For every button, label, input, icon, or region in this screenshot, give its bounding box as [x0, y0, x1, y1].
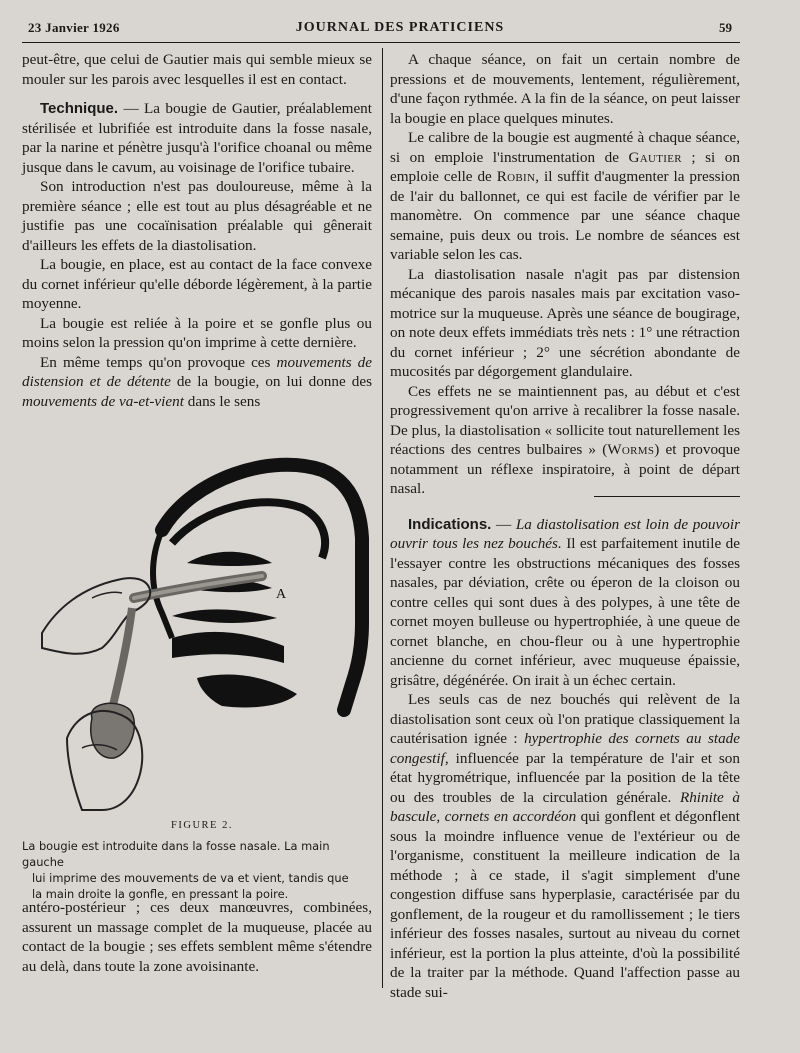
text: ) et provoque notamment un réflexe inspiratoire, à point de départ nasal. — [390, 441, 740, 497]
text: En même temps qu'on provoque ces — [40, 353, 277, 371]
paragraph: La diastolisation nasale n'agit pas par distension mécanique des parois nasales mais par excitation vaso-motrice sur la muqueuse. Après une séance de bougirage, on note deux effets immédiats très nets : 1° une rétraction du cornet inférieur ; 2° une sécrétion abondante de mucosités par dégorgement glandulaire. — [390, 265, 740, 380]
italic-text: La diastolisation est loin de pouvoir ouvrir tous les nez bouchés. — [390, 515, 740, 552]
section-heading-indications: Indications. — [408, 515, 492, 533]
text: influencée par la température de l'air et son état hygrométrique, influencée par la position de la tête ou des troubles de la circulation générale. — [390, 749, 740, 806]
page-number: 59 — [719, 20, 732, 35]
paragraph: A chaque séance, on fait un certain nombre de pressions et de mouvements, lentement, régulièrement, d'une façon rythmée. A la fin de la séance, on peut laisser la bougie en place quelques minutes. — [390, 51, 740, 127]
text: Ces effets ne se maintiennent pas, au début et c'est progressivement qu'on arrive à recalibrer la fosse nasale. De plus, la diastolisation « sollicite tout naturellement les réactions des centres bulbaires » ( — [390, 382, 740, 458]
text: , il suffit d'augmenter la pression de l'air du ballonnet, ce qui est facile de vérifier par le manomètre. On commence par une séance chaque semaine, puis deux ou trois. Le nombre de séances est variable selon les cas. — [390, 168, 741, 263]
text: de la bougie, on lui donne des — [170, 373, 372, 390]
italic-text: Rhinite à bascule, cornets en accordéon — [390, 788, 740, 825]
paragraph: La bougie, en place, est au contact de la face convexe du cornet inférieur qu'elle déborde légèrement, à la partie moyenne. — [22, 256, 372, 312]
paragraph — [390, 515, 740, 691]
author-name: Worms — [607, 441, 655, 458]
text: Le calibre de la bougie est augmenté à chaque séance, si on emploie l'instrumentation de — [390, 129, 740, 166]
italic-text: mouvements de distension et de détente — [22, 353, 373, 390]
right-column — [390, 50, 740, 1002]
paragraph-text: — La bougie de Gautier, préalablement stérilisée et lubrifiée est introduite dans la fosse nasale, par la narine et pénètre jusqu'à l'orifice choanal ou même jusque dans le cavum, au voisinage de l'orifice tubaire. — [22, 100, 372, 176]
paragraph — [390, 128, 740, 265]
caption-line: La bougie est introduite dans la fosse nasale. La main gauche — [22, 839, 330, 869]
journal-title: JOURNAL DES PRATICIENS — [295, 20, 505, 35]
header-rule — [22, 42, 740, 43]
paragraph — [390, 382, 740, 499]
section-end-rule — [594, 496, 740, 497]
author-name: Robin — [496, 168, 536, 185]
text: ; si on emploie celle de — [390, 148, 740, 185]
text: dans le sens — [183, 392, 261, 410]
italic-text: mouvements de va-et-vient — [22, 392, 184, 410]
caption-line: la main droite la gonfle, en pressant la poire. — [32, 887, 289, 901]
author-name: Gautier — [628, 148, 682, 166]
paragraph — [22, 99, 372, 177]
figure-label: FIGURE 2. — [171, 820, 233, 831]
figure-illustration — [22, 448, 382, 818]
column-divider — [382, 48, 383, 988]
page-header — [0, 0, 800, 40]
nasal-bougie-illustration — [22, 448, 382, 818]
paragraph: Son introduction n'est pas douloureuse, même à la première séance ; elle est tout au plus désagréable et ne justifie pas une cocaïnisation préalable qui gênerait d'ailleurs les effets de la diastolisation. — [22, 178, 372, 254]
figure-caption — [22, 838, 374, 902]
left-column-continued — [22, 898, 372, 976]
paragraph — [22, 353, 372, 412]
text: qui gonflent et dégonflent sous la moindre influence venue de l'extérieur ou de l'organisme, constituent la meilleure indication de la méthode ; à ce stade, il s'agit simplement d'une congestion diffuse sans hyperplasie, caractérisée par du gonflement, de la rougeur et du ramollissement ; le tiers inférieur des fosses nasales, surtout au niveau du cornet inférieur, est la portion la plus atteinte, d'où la possibilité de la traiter par la méthode. Quand l'affection passe au stade sui- — [390, 808, 740, 1001]
italic-text: hypertrophie des cornets au stade congestif, — [390, 730, 740, 767]
paragraph — [390, 690, 740, 1002]
section-heading-technique: Technique. — [40, 100, 119, 117]
paragraph: La bougie est reliée à la poire et se gonfle plus ou moins selon la pression qu'on imprime à cette dernière. — [22, 314, 372, 351]
svg-text:A: A — [276, 587, 287, 602]
caption-line: lui imprime des mouvements de va et vient, tandis que — [32, 871, 349, 885]
left-column — [22, 50, 372, 411]
text: — — [491, 515, 516, 533]
paragraph: antéro-postérieur ; ces deux manœuvres, combinées, assurent un massage complet de la muqueuse, placée au contact de la bougie ; ses effets semblent même s'étendre au delà, dans toute la zone avoisinante. — [22, 899, 372, 975]
header-date: 23 Janvier 1926 — [28, 20, 120, 35]
paragraph: peut-être, que celui de Gautier mais qui semble mieux se mouler sur les parois avec lesquelles il est en contact. — [22, 51, 372, 88]
text: Il est parfaitement inutile de l'essayer contre les obstructions mécaniques des fosses nasales, par déviation, crête ou éperon de la cloison ou contre celles qui sont dues à des polypes, à une tête de cornet moyen bulleuse ou hypertrophiée, à une queue de cornet blanche, en chou-fleur ou à une hypertrophie ancienne du cornet inférieur, avec muqueuse épaissie, grisâtre, dégénérée. On irait à un échec certain. — [390, 535, 741, 689]
text: Les seuls cas de nez bouchés qui relèvent de la diastolisation sont ceux où l'on pratique classiquement la cautérisation ignée : — [390, 691, 740, 747]
